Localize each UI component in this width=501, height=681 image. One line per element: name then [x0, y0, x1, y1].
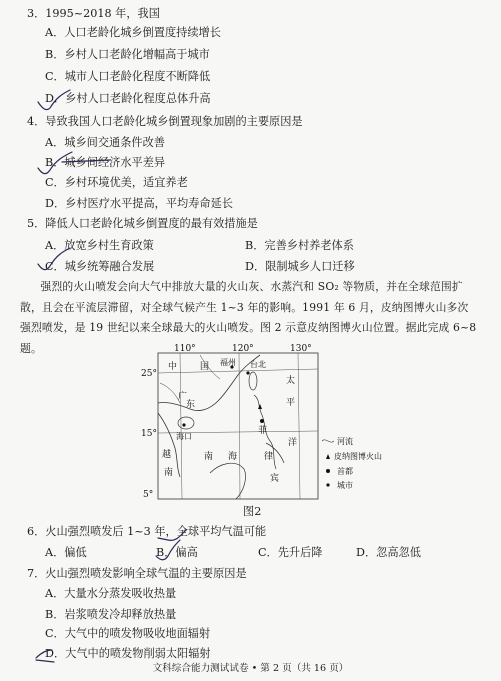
lon-label: 120°	[232, 344, 254, 354]
q4-option-d: D．乡村医疗水平提高，平均寿命延长	[45, 197, 233, 210]
q6-option-b: B．偏高	[156, 546, 198, 559]
place-taipei: 台北	[250, 360, 266, 369]
q5-option-a: A．放宽乡村生育政策	[45, 239, 154, 252]
svg-text:城市: 城市	[337, 481, 353, 490]
lon-label: 110°	[174, 344, 196, 354]
pinatubo-location-map	[140, 343, 384, 503]
city-marker	[182, 423, 185, 426]
map-legend	[322, 436, 382, 490]
place-china: 中	[168, 362, 178, 372]
q7-option-a: A．大量水分蒸发吸收热量	[45, 587, 177, 600]
q3-option-c: C．城市人口老龄化程度不断降低	[45, 70, 211, 83]
figure-caption: 图2	[243, 505, 262, 518]
question-7-stem: 7．火山强烈喷发影响全球气温的主要原因是	[27, 567, 247, 580]
city-marker	[246, 371, 249, 374]
volcano-marker	[258, 404, 262, 409]
capital-marker	[260, 419, 264, 423]
place-philippines: 菲	[258, 426, 268, 436]
lat-label: 5°	[143, 490, 154, 500]
place-south-sea: 南	[204, 452, 214, 462]
reading-passage: 强烈的火山喷发会向大气中排放大量的火山灰、水蒸汽和 SO₂ 等物质，并在全球范围扩散，且会在平流层滞留，对全球气候产生 1~3 年的影响。1991 年 6 月，皮纳图博火山多次强烈喷发，是 19 世纪以来全球最大的火山喷发。图 2 示意皮纳图博火山位置。据此完成 6~8 题。	[20, 280, 477, 355]
q6-option-c: C．先升后降	[258, 546, 323, 559]
lat-label: 25°	[141, 369, 157, 379]
place-pacific: 太	[286, 376, 296, 386]
question-5-stem: 5．降低人口老龄化城乡倒置度的最有效措施是	[27, 217, 258, 230]
question-4-stem: 4．导致我国人口老龄化城乡倒置现象加剧的主要原因是	[27, 115, 303, 128]
q6-option-a: A．偏低	[45, 546, 87, 559]
place-vietnam: 越	[162, 450, 172, 460]
place-philippines: 律	[264, 452, 274, 462]
place-vietnam: 南	[164, 468, 174, 478]
place-philippines: 宾	[270, 474, 280, 484]
q5-option-b: B．完善乡村养老体系	[245, 239, 354, 252]
svg-text:河流: 河流	[337, 437, 353, 446]
q7-option-c: C．大气中的喷发物吸收地面辐射	[45, 627, 211, 640]
place-guangdong: 东	[186, 400, 196, 410]
q3-option-b: B．乡村人口老龄化增幅高于城市	[45, 48, 210, 61]
lat-label: 15°	[141, 429, 157, 439]
place-south-sea: 海	[228, 452, 238, 462]
place-guangdong: 广	[178, 392, 188, 402]
place-fuzhou: 福州	[220, 358, 236, 367]
question-6-stem: 6．火山强烈喷发后 1~3 年，全球平均气温可能	[27, 525, 267, 538]
place-pacific: 平	[286, 398, 296, 408]
place-haikou: 海口	[176, 432, 192, 441]
lon-label: 130°	[290, 344, 312, 354]
q7-option-b: B．岩浆喷发冷却释放热量	[45, 608, 177, 621]
q6-option-d: D．忽高忽低	[356, 546, 421, 559]
q7-option-d: D．大气中的喷发物削弱太阳辐射	[45, 647, 211, 660]
q5-option-d: D．限制城乡人口迁移	[245, 260, 355, 273]
place-pacific: 洋	[288, 438, 298, 448]
q4-option-b: B．城乡间经济水平差异	[45, 156, 166, 169]
question-3-stem: 3．1995~2018 年，我国	[27, 7, 160, 20]
page-footer: 文科综合能力测试试卷 • 第 2 页（共 16 页）	[152, 663, 349, 674]
q4-option-a: A．城乡间交通条件改善	[45, 136, 165, 149]
place-china: 国	[200, 362, 210, 372]
svg-text:首都: 首都	[337, 467, 353, 476]
q3-option-a: A．人口老龄化城乡倒置度持续增长	[45, 26, 221, 39]
q3-option-d: D．乡村人口老龄化程度总体升高	[45, 92, 211, 105]
q5-option-c: C．城乡统筹融合发展	[45, 260, 155, 273]
svg-text:皮纳图博火山: 皮纳图博火山	[334, 452, 382, 461]
q4-option-c: C．乡村环境优美，适宜养老	[45, 176, 188, 189]
